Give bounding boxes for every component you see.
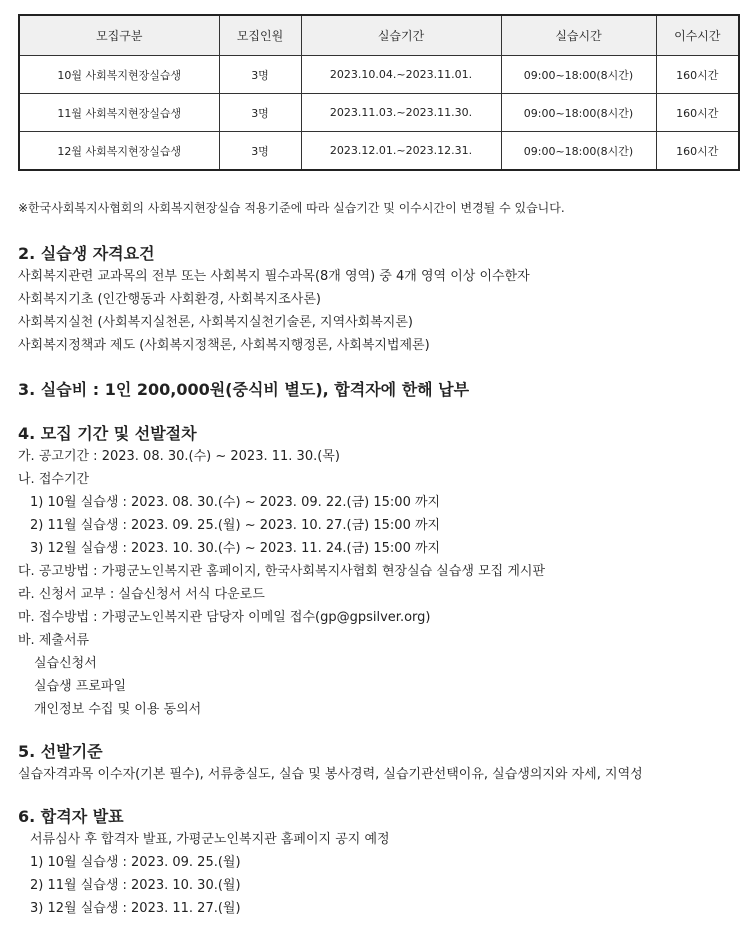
- announce-period: 가. 공고기간 : 2023. 08. 30.(수) ~ 2023. 11. 30.(목): [18, 449, 340, 464]
- receipt-period-item: 1) 10월 실습생 : 2023. 08. 30.(수) ~ 2023. 09. 22.(금) 15:00 까지: [30, 495, 441, 510]
- announcement-intro: 서류심사 후 합격자 발표, 가평군노인복지관 홈페이지 공지 예정: [30, 832, 390, 847]
- documents-title: 바. 제출서류: [18, 633, 90, 648]
- selection-criteria: 실습자격과목 이수자(기본 필수), 서류충실도, 실습 및 봉사경력, 실습기관선택이유, 실습생의지와 자세, 지역성: [18, 767, 643, 782]
- document-body: [18, 14, 738, 920]
- cell-hours: 09:00~18:00(8시간): [501, 56, 656, 94]
- header-credit-hours: 이수시간: [656, 15, 739, 56]
- header-headcount: 모집인원: [219, 15, 301, 56]
- receipt-period-item: 3) 12월 실습생 : 2023. 10. 30.(수) ~ 2023. 11. 24.(금) 15:00 까지: [30, 541, 441, 556]
- announcement-date: 2) 11월 실습생 : 2023. 10. 30.(월): [30, 878, 241, 893]
- recruitment-table: [18, 14, 740, 171]
- section-6-title: 6. 합격자 발표: [18, 807, 124, 826]
- section-3-title: 3. 실습비 : 1인 200,000원(중식비 별도), 합격자에 한해 납부: [18, 380, 470, 399]
- receipt-period-title: 나. 접수기간: [18, 472, 90, 487]
- cell-category: 10월 사회복지현장실습생: [19, 56, 219, 94]
- table-header-row: [19, 15, 739, 56]
- cell-category: 12월 사회복지현장실습생: [19, 132, 219, 171]
- announcement-date: 3) 12월 실습생 : 2023. 11. 27.(월): [30, 901, 241, 916]
- announce-method: 다. 공고방법 : 가평군노인복지관 홈페이지, 한국사회복지사협회 현장실습 실습생 모집 게시판: [18, 564, 546, 579]
- cell-credit-hours: 160시간: [656, 94, 739, 132]
- cell-credit-hours: 160시간: [656, 56, 739, 94]
- cell-headcount: 3명: [219, 132, 301, 171]
- cell-headcount: 3명: [219, 56, 301, 94]
- application-form: 라. 신청서 교부 : 실습신청서 서식 다운로드: [18, 587, 265, 602]
- cell-credit-hours: 160시간: [656, 132, 739, 171]
- section-2-title: 2. 실습생 자격요건: [18, 244, 155, 263]
- section-5-title: 5. 선발기준: [18, 742, 103, 761]
- receipt-period-item: 2) 11월 실습생 : 2023. 09. 25.(월) ~ 2023. 10. 27.(금) 15:00 까지: [30, 518, 441, 533]
- cell-headcount: 3명: [219, 94, 301, 132]
- cell-hours: 09:00~18:00(8시간): [501, 94, 656, 132]
- notice-text: ※한국사회복지사협회의 사회복지현장실습 적용기준에 따라 실습기간 및 이수시간이 변경될 수 있습니다.: [18, 201, 565, 215]
- table-row: [19, 132, 739, 171]
- submission-method: 마. 접수방법 : 가평군노인복지관 담당자 이메일 접수(gp@gpsilver.org): [18, 610, 431, 625]
- document-item: 실습생 프로파일: [34, 679, 127, 694]
- qualification-line: 사회복지기초 (인간행동과 사회환경, 사회복지조사론): [18, 292, 321, 307]
- cell-period: 2023.11.03.~2023.11.30.: [301, 94, 501, 132]
- section-4-title: 4. 모집 기간 및 선발절차: [18, 424, 197, 443]
- announcement-date: 1) 10월 실습생 : 2023. 09. 25.(월): [30, 855, 241, 870]
- qualification-line: 사회복지정책과 제도 (사회복지정책론, 사회복지행정론, 사회복지법제론): [18, 338, 430, 353]
- document-item: 실습신청서: [34, 656, 97, 671]
- table-row: [19, 94, 739, 132]
- header-period: 실습기간: [301, 15, 501, 56]
- cell-period: 2023.10.04.~2023.11.01.: [301, 56, 501, 94]
- cell-period: 2023.12.01.~2023.12.31.: [301, 132, 501, 171]
- table-row: [19, 56, 739, 94]
- document-item: 개인정보 수집 및 이용 동의서: [34, 702, 202, 717]
- cell-hours: 09:00~18:00(8시간): [501, 132, 656, 171]
- header-hours: 실습시간: [501, 15, 656, 56]
- cell-category: 11월 사회복지현장실습생: [19, 94, 219, 132]
- header-category: 모집구분: [19, 15, 219, 56]
- qualification-line: 사회복지관련 교과목의 전부 또는 사회복지 필수과목(8개 영역) 중 4개 영역 이상 이수한자: [18, 269, 530, 284]
- qualification-line: 사회복지실천 (사회복지실천론, 사회복지실천기술론, 지역사회복지론): [18, 315, 413, 330]
